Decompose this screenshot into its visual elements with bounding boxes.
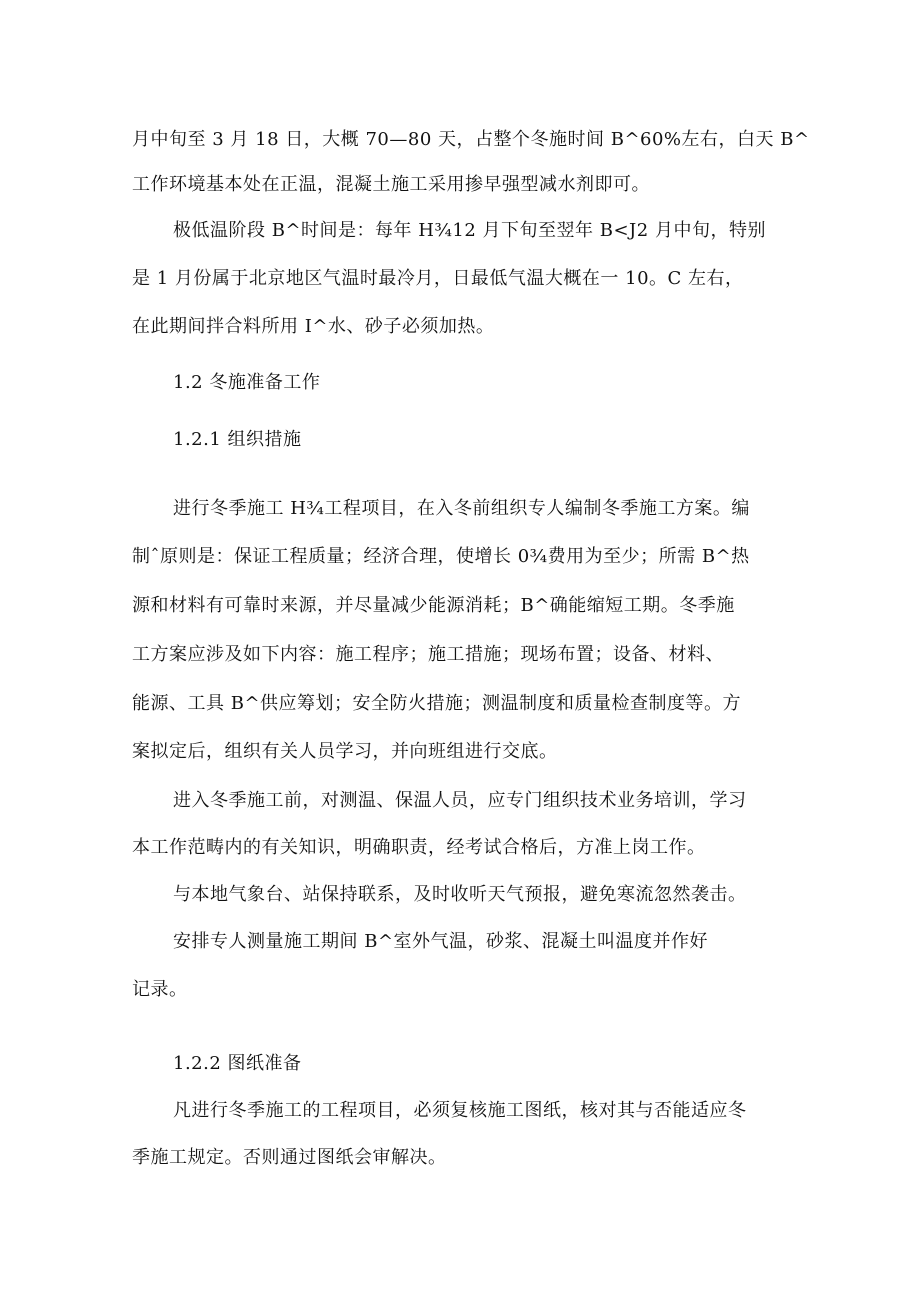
text-line: 工作环境基本处在正温，混凝土施工采用掺早强型减水剂即可。: [132, 174, 650, 195]
text-line: 安排专人测量施工期间 B^室外气温，砂浆、混凝土叫温度并作好: [173, 931, 709, 952]
text-line: 记录。: [132, 979, 188, 1000]
text-line: 工方案应涉及如下内容：施工程序；施工措施；现场布置；设备、材料、: [132, 644, 724, 665]
text-line: 月中旬至 3 月 18 日，大概 70—80 天，占整个冬施时间 B^60%左右，白天 B^: [132, 129, 810, 150]
text-line: 能源、工具 B^供应筹划；安全防火措施；测温制度和质量检查制度等。方: [132, 693, 742, 714]
text-line: 季施工规定。否则通过图纸会审解决。: [132, 1147, 447, 1168]
section-heading: 1.2.1 组织措施: [173, 429, 302, 450]
text-line: 在此期间拌合料所用 I^水、砂子必须加热。: [132, 316, 495, 337]
text-line: 凡进行冬季施工的工程项目，必须复核施工图纸，核对其与否能适应冬: [173, 1100, 747, 1121]
section-heading: 1.2 冬施准备工作: [173, 372, 321, 393]
text-line: 是 1 月份属于北京地区气温时最冷月，日最低气温大概在一 10。C 左右，: [132, 268, 744, 289]
section-heading: 1.2.2 图纸准备: [173, 1053, 302, 1074]
text-line: 案拟定后，组织有关人员学习，并向班组进行交底。: [132, 741, 558, 762]
text-line: 进行冬季施工 H¾工程项目，在入冬前组织专人编制冬季施工方案。编: [173, 498, 750, 519]
text-line: 源和材料有可靠时来源，并尽量减少能源消耗；B^确能缩短工期。冬季施: [132, 595, 735, 616]
text-line: 与本地气象台、站保持联系，及时收听天气预报，避免寒流忽然袭击。: [173, 884, 747, 905]
text-line: 本工作范畴内的有关知识，明确职责，经考试合格后，方准上岗工作。: [132, 837, 706, 858]
text-line: 进入冬季施工前，对测温、保温人员，应专门组织技术业务培训，学习: [173, 790, 747, 811]
text-line: 制ˆ原则是：保证工程质量；经济合理，使增长 0¾费用为至少；所需 B^热: [132, 546, 750, 567]
text-line: 极低温阶段 B^时间是：每年 H¾12 月下旬至翌年 B<J2 月中旬，特别: [173, 220, 766, 241]
